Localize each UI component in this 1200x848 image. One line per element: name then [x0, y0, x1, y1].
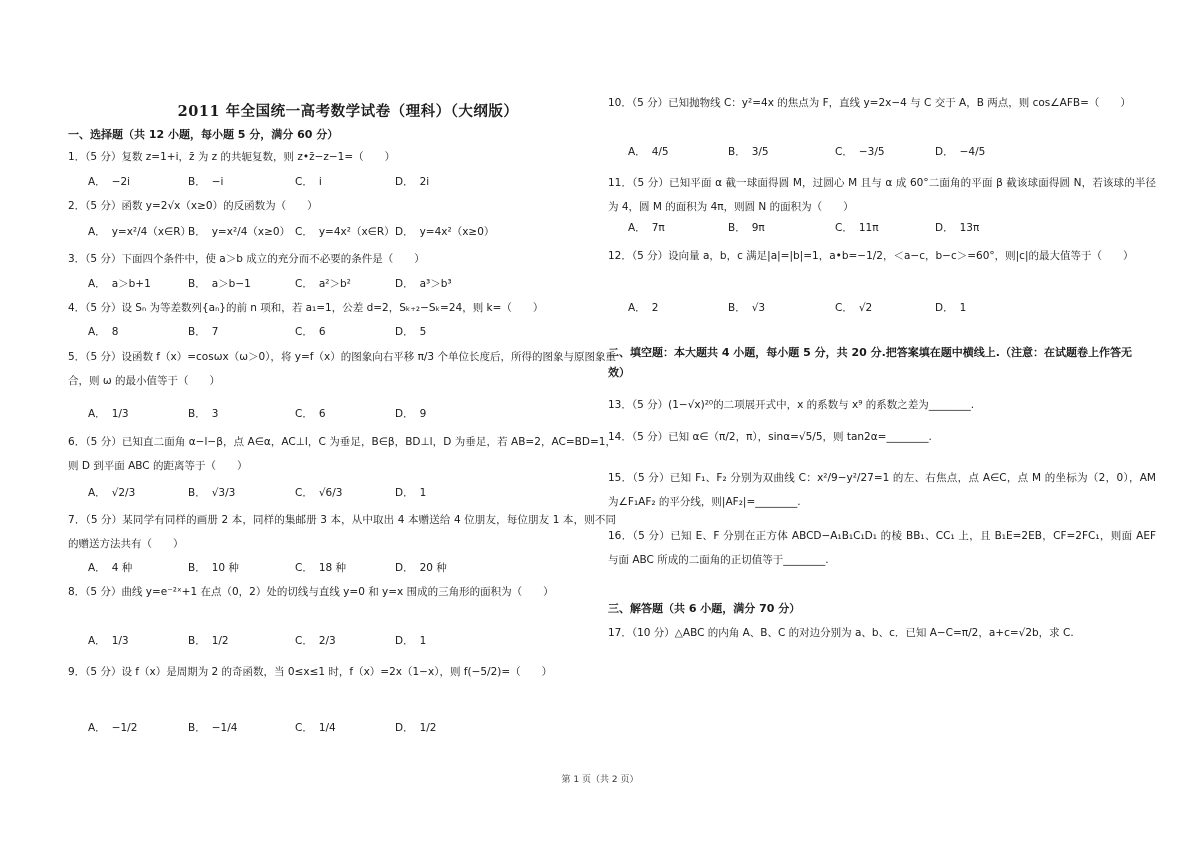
option-d: D． 1	[935, 302, 967, 314]
question-4	[68, 296, 616, 320]
option-c: C． 2/3	[295, 635, 336, 647]
option-c: C． 1/4	[295, 722, 336, 734]
option-b: B． 3/5	[728, 146, 769, 158]
option-a: A． 1/3	[88, 408, 129, 420]
question-stem: 4．（5 分）设 Sₙ 为等差数列{aₙ}的前 n 项和，若 a₁=1，公差 d=2，Sₖ₊₂−Sₖ=24，则 k=（ ）	[68, 302, 544, 314]
question-16	[608, 524, 1156, 572]
options-q9	[88, 716, 608, 740]
option-d: D． 9	[395, 408, 427, 420]
question-10	[608, 91, 1156, 115]
option-b: B． √3	[728, 302, 766, 314]
question-stem: 14．（5 分）已知 α∈（π/2，π），sinα=√5/5，则 tan2α=________.	[608, 431, 932, 443]
option-d: D． 13π	[935, 222, 980, 234]
option-d: D． y=4x²（x≥0）	[395, 226, 495, 238]
question-stem: 11．（5 分）已知平面 α 截一球面得圆 M，过圆心 M 且与 α 成 60°二面角的平面 β 截该球面得圆 N，若该球的半径为 4，圆 M 的面积为 4π，则圆 N 的面积为（ ）	[608, 177, 1156, 213]
page-footer: 第 1 页（共 2 页）	[561, 775, 639, 785]
option-c: C． √2	[835, 302, 873, 314]
option-d: D． 1	[395, 487, 427, 499]
question-13	[608, 393, 1156, 417]
option-c: C． 6	[295, 408, 326, 420]
section-heading-fill: 二、填空题：本大题共 4 小题，每小题 5 分，共 20 分.把答案填在题中横线上.（注意：在试题卷上作答无效）	[608, 346, 1132, 379]
option-b: B． 3	[188, 408, 219, 420]
options-q12	[628, 296, 1148, 320]
option-a: A． y=x²/4（x∈R）	[88, 226, 191, 238]
options-q7	[88, 556, 608, 580]
question-stem: 15．（5 分）已知 F₁、F₂ 分别为双曲线 C：x²/9−y²/27=1 的左、右焦点，点 A∈C，点 M 的坐标为（2，0），AM 为∠F₁AF₂ 的平分线，则|AF₂|=________.	[608, 472, 1156, 508]
question-14	[608, 425, 1156, 449]
option-b: B． a＞b−1	[188, 278, 251, 290]
option-b: B． −1/4	[188, 722, 238, 734]
option-c: C． y=4x²（x∈R）	[295, 226, 395, 238]
option-b: B． √3/3	[188, 487, 236, 499]
left-column	[68, 0, 628, 848]
option-d: D． 20 种	[395, 562, 447, 574]
option-d: D． 1	[395, 635, 427, 647]
option-c: C． i	[295, 176, 322, 188]
option-d: D． 1/2	[395, 722, 437, 734]
question-stem: 5．（5 分）设函数 f（x）=cosωx（ω＞0），将 y=f（x）的图象向右平移 π/3 个单位长度后，所得的图象与原图象重合，则 ω 的最小值等于（ ）	[68, 351, 616, 387]
question-3	[68, 247, 616, 271]
options-q11	[628, 216, 1148, 240]
option-d: D． 2i	[395, 176, 430, 188]
option-a: A． √2/3	[88, 487, 136, 499]
question-17	[608, 621, 1156, 645]
option-a: A． −2i	[88, 176, 131, 188]
question-stem: 12．（5 分）设向量 a，b，c 满足|a|=|b|=1，a•b=−1/2，＜a−c，b−c＞=60°，则|c|的最大值等于（ ）	[608, 250, 1134, 262]
question-9	[68, 660, 616, 684]
question-stem: 13．（5 分）(1−√x)²⁰的二项展开式中，x 的系数与 x⁹ 的系数之差为________.	[608, 399, 975, 411]
question-stem: 9．（5 分）设 f（x）是周期为 2 的奇函数，当 0≤x≤1 时，f（x）=2x（1−x），则 f(−5/2)=（ ）	[68, 666, 553, 678]
question-stem: 6．（5 分）已知直二面角 α−l−β，点 A∈α，AC⊥l，C 为垂足，B∈β，BD⊥l，D 为垂足，若 AB=2，AC=BD=1，则 D 到平面 ABC 的距离等于（ ）	[68, 436, 616, 472]
options-q4	[88, 320, 608, 344]
options-q6	[88, 481, 608, 505]
section-heading-choice: 一、选择题（共 12 小题，每小题 5 分，满分 60 分）	[68, 128, 339, 141]
question-stem: 16．（5 分）已知 E、F 分别在正方体 ABCD−A₁B₁C₁D₁ 的棱 BB₁、CC₁ 上，且 B₁E=2EB，CF=2FC₁，则面 AEF 与面 ABC 所成的二面角的正切值等于________.	[608, 530, 1156, 566]
option-d: D． −4/5	[935, 146, 986, 158]
option-a: A． 2	[628, 302, 659, 314]
question-15	[608, 466, 1156, 514]
question-stem: 2．（5 分）函数 y=2√x（x≥0）的反函数为（ ）	[68, 200, 318, 212]
question-5	[68, 345, 616, 393]
right-column	[608, 0, 1168, 848]
page-title: 2011 年全国统一高考数学试卷（理科）（大纲版）	[177, 103, 519, 120]
section-heading-solve: 三、解答题（共 6 小题，满分 70 分）	[608, 602, 801, 615]
question-stem: 7．（5 分）某同学有同样的画册 2 本，同样的集邮册 3 本，从中取出 4 本赠送给 4 位朋友，每位朋友 1 本，则不同的赠送方法共有（ ）	[68, 514, 616, 550]
question-stem: 10．（5 分）已知抛物线 C：y²=4x 的焦点为 F，直线 y=2x−4 与 C 交于 A，B 两点，则 cos∠AFB=（ ）	[608, 97, 1131, 109]
question-12	[608, 244, 1156, 268]
option-a: A． 4 种	[88, 562, 133, 574]
question-stem: 17．（10 分）△ABC 的内角 A、B、C 的对边分别为 a、b、c．已知 A−C=π/2，a+c=√2b，求 C.	[608, 627, 1074, 639]
option-c: C． a²＞b²	[295, 278, 351, 290]
question-7	[68, 508, 616, 556]
option-b: B． y=x²/4（x≥0）	[188, 226, 291, 238]
options-q2	[88, 220, 608, 244]
option-b: B． −i	[188, 176, 224, 188]
question-8	[68, 580, 616, 604]
options-q5	[88, 402, 608, 426]
option-a: A． 7π	[628, 222, 665, 234]
question-11	[608, 171, 1156, 219]
question-6	[68, 430, 616, 478]
option-b: B． 1/2	[188, 635, 229, 647]
option-c: C． 18 种	[295, 562, 347, 574]
options-q10	[628, 140, 1148, 164]
option-b: B． 9π	[728, 222, 765, 234]
question-stem: 3．（5 分）下面四个条件中，使 a＞b 成立的充分而不必要的条件是（ ）	[68, 253, 425, 265]
question-2	[68, 194, 616, 218]
option-c: C． 11π	[835, 222, 879, 234]
option-a: A． −1/2	[88, 722, 138, 734]
question-1	[68, 145, 616, 169]
option-a: A． 1/3	[88, 635, 129, 647]
question-stem: 1．（5 分）复数 z=1+i，z̄ 为 z 的共轭复数，则 z•z̄−z−1=（ ）	[68, 151, 396, 163]
options-q3	[88, 272, 608, 296]
option-a: A． 8	[88, 326, 119, 338]
options-q8	[88, 629, 608, 653]
option-c: C． 6	[295, 326, 326, 338]
option-a: A． a＞b+1	[88, 278, 151, 290]
option-a: A． 4/5	[628, 146, 669, 158]
option-b: B． 10 种	[188, 562, 239, 574]
option-c: C． √6/3	[295, 487, 343, 499]
option-c: C． −3/5	[835, 146, 885, 158]
option-d: D． a³＞b³	[395, 278, 452, 290]
option-d: D． 5	[395, 326, 427, 338]
options-q1	[88, 170, 608, 194]
question-stem: 8．（5 分）曲线 y=e⁻²ˣ+1 在点（0，2）处的切线与直线 y=0 和 y=x 围成的三角形的面积为（ ）	[68, 586, 554, 598]
option-b: B． 7	[188, 326, 219, 338]
